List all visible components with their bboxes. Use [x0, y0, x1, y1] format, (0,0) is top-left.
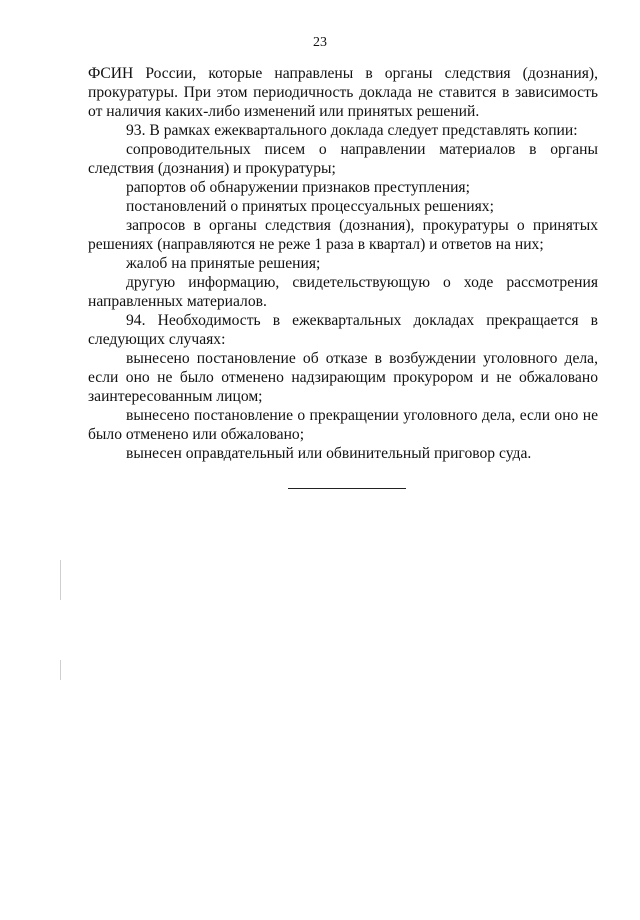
list-item: запросов в органы следствия (дознания), прокуратуры о принятых решениях (направляются не реже 1 раза в квартал) и ответов на них; [88, 217, 598, 253]
list-item: другую информацию, свидетельствующую о ходе рассмотрения направленных материалов. [88, 274, 598, 310]
list-item: жалоб на принятые решения; [126, 255, 321, 272]
document-body [88, 64, 598, 463]
paragraph: ФСИН России, которые направлены в органы следствия (дознания), прокуратуры. При этом периодичность доклада не ставится в зависимость от наличия каких-либо изменений или принятых решений. [88, 65, 598, 120]
scan-artifact-line [60, 660, 61, 680]
paragraph-item-93: 93. В рамках ежеквартального доклада следует представлять копии: [126, 122, 578, 139]
list-item: вынесен оправдательный или обвинительный приговор суда. [126, 445, 532, 462]
list-item: сопроводительных писем о направлении материалов в органы следствия (дознания) и прокуратуры; [88, 141, 598, 177]
list-item: вынесено постановление о прекращении уголовного дела, если оно не было отменено или обжаловано; [88, 407, 598, 443]
paragraph-item-94: 94. Необходимость в ежеквартальных докладах прекращается в следующих случаях: [88, 312, 598, 348]
list-item: вынесено постановление об отказе в возбуждении уголовного дела, если оно не было отменено надзирающим прокурором и не обжаловано заинтересованным лицом; [88, 350, 598, 405]
list-item: рапортов об обнаружении признаков преступления; [126, 179, 470, 196]
list-item: постановлений о принятых процессуальных решениях; [126, 198, 494, 215]
page-number: 23 [313, 35, 327, 50]
end-separator-line [288, 488, 406, 489]
scan-artifact-line [60, 560, 61, 600]
